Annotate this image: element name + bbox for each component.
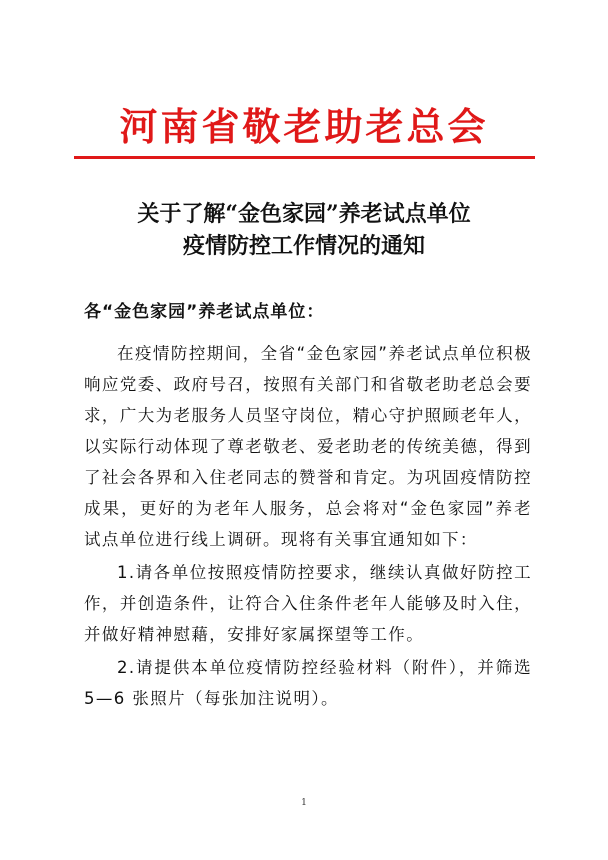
body-paragraph: 在疫情防控期间，全省“金色家园”养老试点单位积极响应党委、政府号召，按照有关部门和省敬老助老总会要求，广大为老服务人员坚守岗位，精心守护照顾老年人，以实际行动体现了尊老敬老、爱老助老的传统美德，得到了社会各界和入住老同志的赞誉和肯定。为巩固疫情防控成果，更好的为老年人服务，总会将对“金色家园”养老试点单位进行线上调研。现将有关事宜通知如下： [84, 344, 532, 549]
organization-header: 河南省敬老助老总会 [119, 104, 489, 149]
salutation: 各“金色家园”养老试点单位： [84, 302, 325, 322]
notice-title-line-1: 关于了解“金色家园”养老试点单位 [137, 201, 471, 227]
notice-title-line-2: 疫情防控工作情况的通知 [182, 233, 425, 259]
header-divider [74, 156, 535, 159]
page-number: 1 [301, 798, 307, 808]
notice-body [84, 338, 532, 714]
notice-item-2: 2.请提供本单位疫情防控经验材料（附件），并筛选 5—6 张照片（每张加注说明）。 [84, 658, 532, 708]
notice-item-1: 1.请各单位按照疫情防控要求，继续认真做好防控工作，并创造条件，让符合入住条件老年人能够及时入住，并做好精神慰藉，安排好家属探望等工作。 [84, 563, 532, 644]
